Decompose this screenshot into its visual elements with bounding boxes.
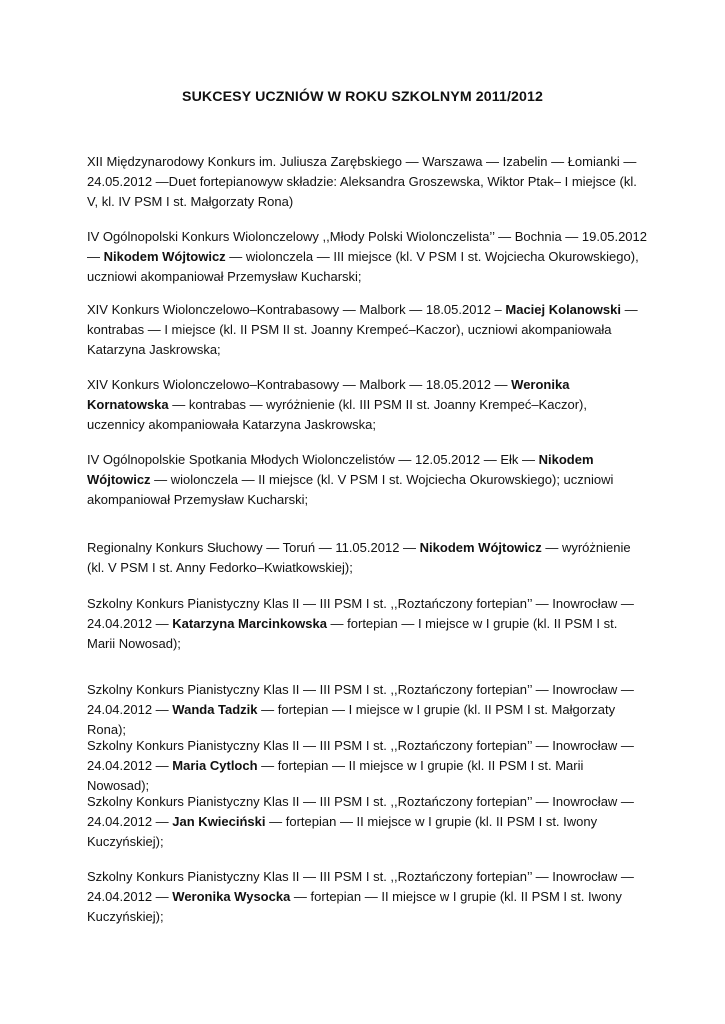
entry-text: Szkolny Konkurs Pianistyczny Klas II — III PSM I st. ,,Roztańczony fortepian’’ — Inowrocław — 24.04.2012 — [87,596,634,632]
entry-text: XIV Konkurs Wiolonczelowo–Kontrabasowy — Malbork — 18.05.2012 — [87,377,512,392]
student-name: Katarzyna Marcinkowska [172,616,327,632]
achievement-entry-3 [87,300,647,361]
entry-text: Szkolny Konkurs Pianistyczny Klas II — III PSM I st. ,,Roztańczony fortepian’’ — Inowrocław — 24.04.2012 — [87,682,634,718]
entry-text: — fortepian — II miejsce w I grupie (kl. II PSM I st. Iwony Kuczyńskiej); [87,889,622,925]
student-name: Wanda Tadzik [172,702,258,718]
entry-text: Regionalny Konkurs Słuchowy — Toruń — 11.05.2012 — [87,540,420,555]
document-title: SUKCESY UCZNIÓW W ROKU SZKOLNYM 2011/2012 [182,89,543,105]
entry-text: XII Międzynarodowy Konkurs im. Juliusza Zarębskiego — Warszawa — Izabelin — Łomianki — 24.05.2012 —Duet fortepianowyw składzie: Aleksandra Groszewska, Wiktor Ptak– I miejsce (kl. V, kl. IV PSM I st. Małgorzaty Rona) [87,154,637,210]
achievement-entry-10 [87,792,647,853]
achievement-entry-8 [87,680,647,741]
entry-text: — wiolonczela — II miejsce (kl. V PSM I st. Wojciecha Okurowskiego); uczniowi akompaniował Przemysław Kucharski; [87,472,614,508]
entry-text: Szkolny Konkurs Pianistyczny Klas II — III PSM I st. ,,Roztańczony fortepian’’ — Inowrocław — 24.04.2012 — [87,738,634,774]
student-name: Weronika Kornatowska [87,377,570,413]
entry-text: — wyróżnienie (kl. V PSM I st. Anny Fedorko–Kwiatkowskiej); [87,540,631,576]
student-name: Jan Kwieciński [172,814,266,830]
student-name: Nikodem Wójtowicz [419,540,542,555]
student-name: Weronika Wysocka [172,889,291,905]
student-name: Nikodem Wójtowicz [103,249,226,265]
entry-text: IV Ogólnopolskie Spotkania Młodych Wiolonczelistów — 12.05.2012 — Ełk — [87,452,539,467]
entry-text: — kontrabas — wyróżnienie (kl. III PSM II st. Joanny Krempeć–Kaczor), uczennicy akompaniowała Katarzyna Jaskrowska; [87,397,587,433]
achievement-entry-11 [87,867,647,928]
achievement-entry-9 [87,736,647,797]
achievement-entry-1 [87,152,647,213]
entry-text: — fortepian — I miejsce w I grupie (kl. II PSM I st. Małgorzaty Rona); [87,702,616,738]
entry-text: — wiolonczela — III miejsce (kl. V PSM I st. Wojciecha Okurowskiego), uczniowi akompaniował Przemysław Kucharski; [87,249,639,285]
entry-text: — fortepian — II miejsce w I grupie (kl. II PSM I st. Marii Nowosad); [87,758,584,794]
entry-text: — fortepian — I miejsce w I grupie (kl. II PSM I st. Marii Nowosad); [87,616,618,652]
entry-text: IV Ogólnopolski Konkurs Wiolonczelowy ,,Młody Polski Wiolonczelista’’ — Bochnia — 19.05.2012 — [87,229,647,265]
achievement-entry-7 [87,594,647,655]
achievement-entry-2 [87,227,647,288]
student-name: Nikodem Wójtowicz [87,452,594,488]
achievement-entry-4 [87,375,647,436]
achievement-entry-5 [87,450,647,511]
student-name: Maria Cytloch [172,758,258,774]
entry-text: — kontrabas — I miejsce (kl. II PSM II st. Joanny Krempeć–Kaczor), uczniowi akompaniowała Katarzyna Jaskrowska; [87,302,638,358]
entry-text: — fortepian — II miejsce w I grupie (kl. II PSM I st. Iwony Kuczyńskiej); [87,814,598,850]
student-name: Maciej Kolanowski [505,302,621,317]
entry-text: Szkolny Konkurs Pianistyczny Klas II — III PSM I st. ,,Roztańczony fortepian’’ — Inowrocław — 24.04.2012 — [87,794,634,830]
entry-text: Szkolny Konkurs Pianistyczny Klas II — III PSM I st. ,,Roztańczony fortepian’’ — Inowrocław — 24.04.2012 — [87,869,634,905]
achievement-entry-6 [87,538,647,578]
entry-text: XIV Konkurs Wiolonczelowo–Kontrabasowy — Malbork — 18.05.2012 – [87,302,506,317]
